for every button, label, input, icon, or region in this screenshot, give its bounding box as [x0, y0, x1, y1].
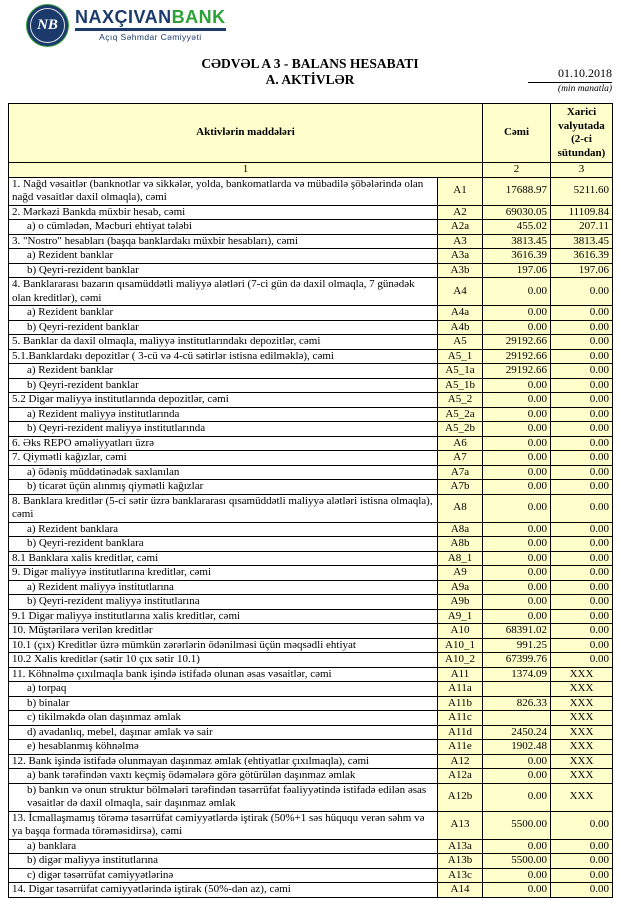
table-row: [9, 249, 613, 264]
row-code: A5_1b: [438, 378, 483, 393]
row-code: A5_2a: [438, 407, 483, 422]
row-foreign: 0.00: [551, 566, 613, 581]
row-code: A11a: [438, 682, 483, 697]
row-total: 0.00: [483, 868, 551, 883]
row-total: 0.00: [483, 566, 551, 581]
row-total: 3616.39: [483, 249, 551, 264]
row-label: a) o cümlədən, Məcburi ehtiyat tələbi: [9, 220, 438, 235]
row-total: [483, 682, 551, 697]
row-foreign: 0.00: [551, 349, 613, 364]
row-foreign: 0.00: [551, 480, 613, 495]
row-foreign: 0.00: [551, 609, 613, 624]
row-total: 0.00: [483, 393, 551, 408]
table-row: [9, 393, 613, 408]
row-total: 68391.02: [483, 624, 551, 639]
row-code: A4b: [438, 320, 483, 335]
row-label: 3. "Nostro" hesabları (başqa banklardakı müxbir hesabları), cəmi: [9, 234, 438, 249]
table-row: [9, 551, 613, 566]
row-label: 5. Banklar da daxil olmaqla, maliyyə institutlarındakı depozitlər, cəmi: [9, 335, 438, 350]
row-foreign: XXX: [551, 711, 613, 726]
row-foreign: 0.00: [551, 306, 613, 321]
row-foreign: 0.00: [551, 868, 613, 883]
row-foreign: 0.00: [551, 624, 613, 639]
row-total: 67399.76: [483, 653, 551, 668]
row-code: A14: [438, 883, 483, 898]
row-code: A11b: [438, 696, 483, 711]
row-total: 0.00: [483, 320, 551, 335]
wordmark-underline: [75, 28, 226, 31]
row-code: A10: [438, 624, 483, 639]
table-row: [9, 465, 613, 480]
table-row: [9, 711, 613, 726]
table-row: [9, 595, 613, 610]
table-row: [9, 263, 613, 278]
row-code: A7: [438, 451, 483, 466]
row-code: A13c: [438, 868, 483, 883]
report-header: [0, 0, 620, 103]
table-row: [9, 349, 613, 364]
table-row: [9, 682, 613, 697]
row-label: c) digər təsərrüfat cəmiyyətlərinə: [9, 868, 438, 883]
table-row: [9, 378, 613, 393]
column-number-row: [9, 163, 613, 178]
row-foreign: 11109.84: [551, 205, 613, 220]
row-total: 29192.66: [483, 364, 551, 379]
row-foreign: 0.00: [551, 378, 613, 393]
row-code: A5_1a: [438, 364, 483, 379]
row-foreign: XXX: [551, 740, 613, 755]
table-row: [9, 436, 613, 451]
row-label: a) torpaq: [9, 682, 438, 697]
table-row: [9, 580, 613, 595]
date-block: [528, 67, 612, 95]
row-label: a) ödəniş müddətinədək saxlanılan: [9, 465, 438, 480]
row-total: 197.06: [483, 263, 551, 278]
row-label: a) Rezident maliyyə institutlarına: [9, 580, 438, 595]
row-total: 0.00: [483, 494, 551, 522]
row-label: b) binalar: [9, 696, 438, 711]
row-code: A1: [438, 177, 483, 205]
row-label: b) Qeyri-rezident banklar: [9, 263, 438, 278]
col-number-2: 2: [483, 163, 551, 178]
row-total: 0.00: [483, 278, 551, 306]
report-titles: [0, 56, 620, 88]
row-code: A8b: [438, 537, 483, 552]
row-foreign: 0.00: [551, 551, 613, 566]
row-label: b) ticarət üçün alınmış qiymətli kağızlar: [9, 480, 438, 495]
bank-name-secondary: BANK: [171, 7, 226, 27]
table-row: [9, 624, 613, 639]
table-row: [9, 696, 613, 711]
row-label: 14. Digər təsərrüfat cəmiyyətlərində iştirak (50%-dən az), cəmi: [9, 883, 438, 898]
table-row: [9, 335, 613, 350]
row-foreign: 0.00: [551, 451, 613, 466]
row-label: a) Rezident maliyyə institutlarında: [9, 407, 438, 422]
row-total: 29192.66: [483, 335, 551, 350]
row-label: 4. Banklararası bazarın qısamüddətli maliyyə alətləri (7-ci gün də daxil olmaqla, 7 günədək olan kreditlər), cəmi: [9, 278, 438, 306]
row-total: 0.00: [483, 480, 551, 495]
row-foreign: XXX: [551, 667, 613, 682]
table-row: [9, 609, 613, 624]
row-total: 0.00: [483, 422, 551, 437]
row-total: 5500.00: [483, 854, 551, 869]
row-code: A3a: [438, 249, 483, 264]
row-code: A6: [438, 436, 483, 451]
row-label: 2. Mərkəzi Bankda müxbir hesab, cəmi: [9, 205, 438, 220]
balance-table: [8, 103, 613, 898]
row-foreign: 0.00: [551, 653, 613, 668]
logo-monogram: NB: [37, 17, 58, 33]
row-code: A5_2: [438, 393, 483, 408]
row-foreign: 3813.45: [551, 234, 613, 249]
row-foreign: XXX: [551, 769, 613, 784]
row-total: 2450.24: [483, 725, 551, 740]
row-foreign: 0.00: [551, 595, 613, 610]
row-foreign: 0.00: [551, 883, 613, 898]
row-total: 0.00: [483, 451, 551, 466]
row-total: 455.02: [483, 220, 551, 235]
row-code: A13: [438, 811, 483, 839]
row-foreign: 0.00: [551, 854, 613, 869]
row-total: 0.00: [483, 522, 551, 537]
row-foreign: 0.00: [551, 811, 613, 839]
table-row: [9, 480, 613, 495]
row-label: b) Qeyri-rezident maliyyə institutlarında: [9, 422, 438, 437]
row-label: b) Qeyri-rezident maliyyə institutlarına: [9, 595, 438, 610]
row-foreign: 3616.39: [551, 249, 613, 264]
row-code: A9_1: [438, 609, 483, 624]
row-code: A7b: [438, 480, 483, 495]
row-code: A4a: [438, 306, 483, 321]
col-number-1: 1: [9, 163, 483, 178]
table-row: [9, 868, 613, 883]
row-foreign: XXX: [551, 725, 613, 740]
table-row: [9, 854, 613, 869]
report-subtitle: A. AKTİVLƏR: [265, 72, 355, 87]
bank-logo-icon: [27, 5, 68, 46]
row-label: a) Rezident banklar: [9, 306, 438, 321]
row-foreign: 0.00: [551, 422, 613, 437]
row-code: A3: [438, 234, 483, 249]
row-code: A12b: [438, 783, 483, 811]
table-row: [9, 638, 613, 653]
table-row: [9, 177, 613, 205]
row-total: 0.00: [483, 551, 551, 566]
bank-logo-block: [27, 5, 620, 53]
table-body: [9, 177, 613, 897]
bank-slogan: Açıq Səhmdar Cəmiyyəti: [99, 32, 202, 42]
table-row: [9, 839, 613, 854]
table-row: [9, 653, 613, 668]
row-total: 0.00: [483, 407, 551, 422]
row-label: 10. Müştərilərə verilən kreditlər: [9, 624, 438, 639]
date-underline: [528, 82, 612, 83]
row-code: A11c: [438, 711, 483, 726]
row-total: 0.00: [483, 609, 551, 624]
row-label: 10.2 Xalis kreditlər (sətir 10 çıx sətir 10.1): [9, 653, 438, 668]
row-total: 0.00: [483, 378, 551, 393]
row-foreign: 0.00: [551, 335, 613, 350]
row-code: A5_2b: [438, 422, 483, 437]
table-row: [9, 566, 613, 581]
row-code: A3b: [438, 263, 483, 278]
row-foreign: 0.00: [551, 465, 613, 480]
row-code: A7a: [438, 465, 483, 480]
row-code: A2a: [438, 220, 483, 235]
table-row: [9, 407, 613, 422]
table-row: [9, 754, 613, 769]
report-date: 01.10.2018: [558, 66, 612, 80]
table-row: [9, 451, 613, 466]
row-total: 0.00: [483, 754, 551, 769]
row-foreign: XXX: [551, 682, 613, 697]
table-header-row: [9, 104, 613, 163]
row-code: A9a: [438, 580, 483, 595]
row-label: a) banklara: [9, 839, 438, 854]
table-row: [9, 725, 613, 740]
table-row: [9, 783, 613, 811]
col-header-items: Aktivlərin maddələri: [9, 104, 483, 163]
row-total: 0.00: [483, 436, 551, 451]
row-foreign: 0.00: [551, 494, 613, 522]
col-header-total: Cəmi: [483, 104, 551, 163]
row-code: A4: [438, 278, 483, 306]
table-row: [9, 320, 613, 335]
row-code: A5_1: [438, 349, 483, 364]
row-label: 11. Köhnəlmə çıxılmaqla bank işində istifadə olunan əsas vəsaitlər, cəmi: [9, 667, 438, 682]
row-label: 1. Nağd vəsaitlər (banknotlar və sikkələr, yolda, bankomatlarda və mübadilə şöbələrində olan nağd vəsaitlər daxil olmaqla), cəmi: [9, 177, 438, 205]
row-foreign: 0.00: [551, 638, 613, 653]
row-foreign: 0.00: [551, 580, 613, 595]
logo-ring-icon: [30, 8, 65, 43]
row-label: a) Rezident banklar: [9, 249, 438, 264]
row-label: b) Qeyri-rezident banklar: [9, 320, 438, 335]
row-total: 991.25: [483, 638, 551, 653]
row-total: [483, 711, 551, 726]
row-foreign: 0.00: [551, 839, 613, 854]
col-header-foreign: Xarici valyutada (2-ci sütundan): [551, 104, 613, 163]
row-label: 5.2 Digər maliyyə institutlarında depozitlər, cəmi: [9, 393, 438, 408]
row-foreign: 0.00: [551, 407, 613, 422]
table-row: [9, 306, 613, 321]
row-total: 0.00: [483, 839, 551, 854]
row-total: 17688.97: [483, 177, 551, 205]
bank-name: [75, 8, 226, 27]
row-code: A9: [438, 566, 483, 581]
row-label: 9.1 Digər maliyyə institutlarına xalis kreditlər, cəmi: [9, 609, 438, 624]
row-label: e) hesablanmış köhnəlmə: [9, 740, 438, 755]
row-label: 10.1 (çıx) Kreditlər üzrə mümkün zərərlərin ödənilməsi üçün məqsədli ehtiyat: [9, 638, 438, 653]
table-row: [9, 422, 613, 437]
row-label: 12. Bank işində istifadə olunmayan daşınmaz əmlak (ehtiyatlar çıxılmaqla), cəmi: [9, 754, 438, 769]
row-foreign: 0.00: [551, 364, 613, 379]
row-label: a) Rezident banklara: [9, 522, 438, 537]
row-code: A8: [438, 494, 483, 522]
row-foreign: 5211.60: [551, 177, 613, 205]
row-foreign: XXX: [551, 696, 613, 711]
table-row: [9, 811, 613, 839]
row-total: 1374.09: [483, 667, 551, 682]
table-row: [9, 278, 613, 306]
row-foreign: 0.00: [551, 320, 613, 335]
row-total: 0.00: [483, 783, 551, 811]
col-number-3: 3: [551, 163, 613, 178]
row-label: 8.1 Banklara xalis kreditlər, cəmi: [9, 551, 438, 566]
row-code: A12: [438, 754, 483, 769]
row-total: 69030.05: [483, 205, 551, 220]
row-foreign: XXX: [551, 754, 613, 769]
row-total: 0.00: [483, 580, 551, 595]
row-code: A12a: [438, 769, 483, 784]
row-foreign: 0.00: [551, 436, 613, 451]
row-total: 0.00: [483, 306, 551, 321]
row-foreign: 197.06: [551, 263, 613, 278]
row-label: b) bankın və onun struktur bölmələri tərəfindən təsərrüfat fəaliyyətində istifadə edilən əsas vəsaitlər də daxil olmaqla, sair daşınmaz əmlak: [9, 783, 438, 811]
row-label: 5.1.Banklardakı depozitlər ( 3-cü və 4-cü sətirlər istisna edilməklə), cəmi: [9, 349, 438, 364]
table-row: [9, 205, 613, 220]
row-code: A11d: [438, 725, 483, 740]
bank-name-primary: NAXÇIVAN: [75, 7, 172, 27]
table-row: [9, 220, 613, 235]
row-label: 13. İcmallaşmamış törəmə təsərrüfat cəmiyyətlərdə iştirak (50%+1 səs hüququ verən səhm və ya başqa formada törəməsidirsə), cəmi: [9, 811, 438, 839]
table-row: [9, 883, 613, 898]
row-code: A8a: [438, 522, 483, 537]
row-code: A10_1: [438, 638, 483, 653]
table-row: [9, 667, 613, 682]
row-label: b) Qeyri-rezident banklara: [9, 537, 438, 552]
row-code: A11e: [438, 740, 483, 755]
table-row: [9, 537, 613, 552]
row-code: A13a: [438, 839, 483, 854]
row-label: b) digər maliyyə institutlarına: [9, 854, 438, 869]
row-label: 8. Banklara kreditlər (5-ci sətir üzrə banklararası qısamüddətli maliyyə alətləri istisna olmaqla), cəmi: [9, 494, 438, 522]
row-code: A11: [438, 667, 483, 682]
row-total: 0.00: [483, 537, 551, 552]
row-label: d) avadanlıq, mebel, daşınar əmlak və sair: [9, 725, 438, 740]
row-total: 0.00: [483, 769, 551, 784]
row-label: a) bank tərəfindən vaxtı keçmiş ödəmələrə görə götürülən daşınmaz əmlak: [9, 769, 438, 784]
row-foreign: 207.11: [551, 220, 613, 235]
row-foreign: 0.00: [551, 393, 613, 408]
table-row: [9, 522, 613, 537]
row-code: A2: [438, 205, 483, 220]
table-row: [9, 740, 613, 755]
row-label: 6. Əks REPO əməliyyatları üzrə: [9, 436, 438, 451]
report-title: CƏDVƏL A 3 - BALANS HESABATI: [201, 56, 419, 71]
row-label: a) Rezident banklar: [9, 364, 438, 379]
bank-wordmark: [75, 5, 226, 42]
row-code: A9b: [438, 595, 483, 610]
row-code: A5: [438, 335, 483, 350]
unit-note: (min manatla): [557, 84, 612, 94]
row-total: 29192.66: [483, 349, 551, 364]
row-total: 1902.48: [483, 740, 551, 755]
row-total: 0.00: [483, 883, 551, 898]
table-row: [9, 494, 613, 522]
row-label: 7. Qiymətli kağızlar, cəmi: [9, 451, 438, 466]
row-total: 0.00: [483, 465, 551, 480]
row-label: 9. Digər maliyyə institutlarına kreditlər, cəmi: [9, 566, 438, 581]
row-code: A13b: [438, 854, 483, 869]
row-total: 0.00: [483, 595, 551, 610]
row-foreign: XXX: [551, 783, 613, 811]
table-row: [9, 364, 613, 379]
row-total: 3813.45: [483, 234, 551, 249]
table-row: [9, 769, 613, 784]
row-label: b) Qeyri-rezident banklar: [9, 378, 438, 393]
row-code: A10_2: [438, 653, 483, 668]
row-total: 826.33: [483, 696, 551, 711]
row-foreign: 0.00: [551, 537, 613, 552]
table-row: [9, 234, 613, 249]
row-foreign: 0.00: [551, 522, 613, 537]
row-total: 5500.00: [483, 811, 551, 839]
row-label: c) tikilməkdə olan daşınmaz əmlak: [9, 711, 438, 726]
row-code: A8_1: [438, 551, 483, 566]
row-foreign: 0.00: [551, 278, 613, 306]
